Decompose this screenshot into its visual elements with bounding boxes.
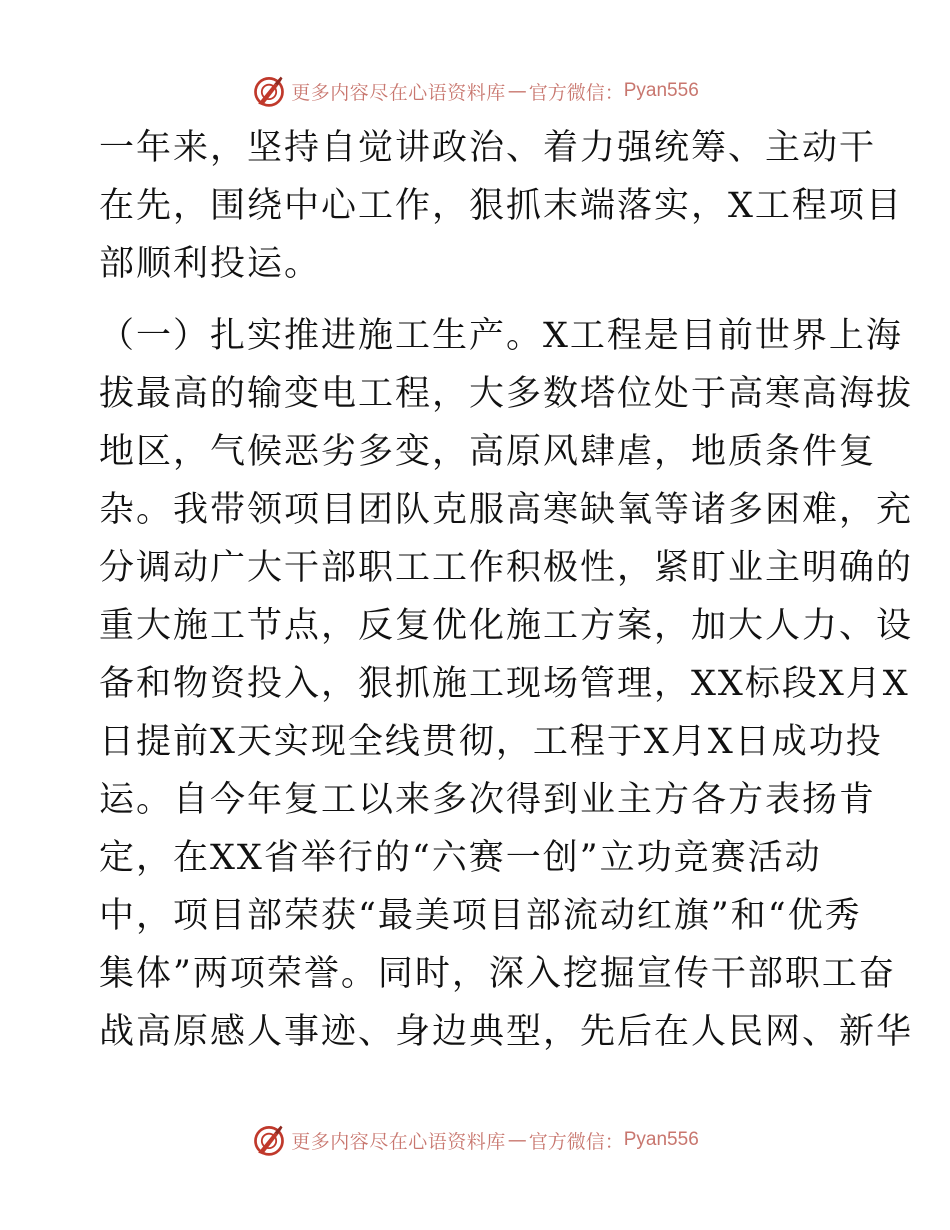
paragraph-construction <box>99 307 914 1061</box>
text-line: 集体”两项荣誉。同时，深入挖掘宣传干部职工奋 <box>99 954 896 994</box>
text-line: 日提前X天实现全线贯彻，工程于X月X日成功投 <box>99 722 883 762</box>
text-line: 中，项目部荣获“最美项目部流动红旗”和“优秀 <box>99 896 862 936</box>
brand-logo-icon <box>251 73 287 109</box>
text-line: 重大施工节点，反复优化施工方案，加大人力、设 <box>99 606 914 646</box>
banner-dash: — <box>507 80 527 102</box>
banner-wechat-handle: Pyan556 <box>623 80 699 101</box>
header-watermark-banner <box>0 71 950 111</box>
text-line: 拔最高的输变电工程，大多数塔位处于高寒高海拔 <box>99 374 914 414</box>
banner-wechat-label: 官方微信： <box>528 1130 624 1153</box>
text-line: 定，在XX省举行的“六赛一创”立功竞赛活动 <box>99 838 822 878</box>
banner-site-text: 更多内容尽在心语资料库 <box>291 1130 506 1153</box>
text-line: 战高原感人事迹、身边典型，先后在人民网、新华 <box>99 1012 914 1052</box>
text-line: 地区，气候恶劣多变，高原风肆虐，地质条件复 <box>99 432 877 472</box>
text-line: 分调动广大干部职工工作积极性，紧盯业主明确的 <box>99 548 914 588</box>
brand-logo-icon <box>251 1122 287 1158</box>
text-line: 在先，围绕中心工作，狠抓末端落实，X工程项目 <box>99 186 903 226</box>
text-line: 部顺利投运。 <box>99 244 322 284</box>
footer-watermark-banner <box>0 1120 950 1160</box>
banner-dash: — <box>507 1129 527 1151</box>
banner-wechat-handle: Pyan556 <box>623 1129 699 1150</box>
text-line: 杂。我带领项目团队克服高寒缺氧等诸多困难，充 <box>99 490 914 530</box>
text-line: （一）扎实推进施工生产。X工程是目前世界上海 <box>99 316 903 356</box>
text-line: 一年来，坚持自觉讲政治、着力强统筹、主动干 <box>99 128 877 168</box>
banner-site-text: 更多内容尽在心语资料库 <box>291 81 506 104</box>
paragraph-intro <box>99 119 903 293</box>
banner-wechat-label: 官方微信： <box>528 81 624 104</box>
text-line: 备和物资投入，狠抓施工现场管理，XX标段X月X <box>99 664 910 704</box>
text-line: 运。自今年复工以来多次得到业主方各方表扬肯 <box>99 780 877 820</box>
